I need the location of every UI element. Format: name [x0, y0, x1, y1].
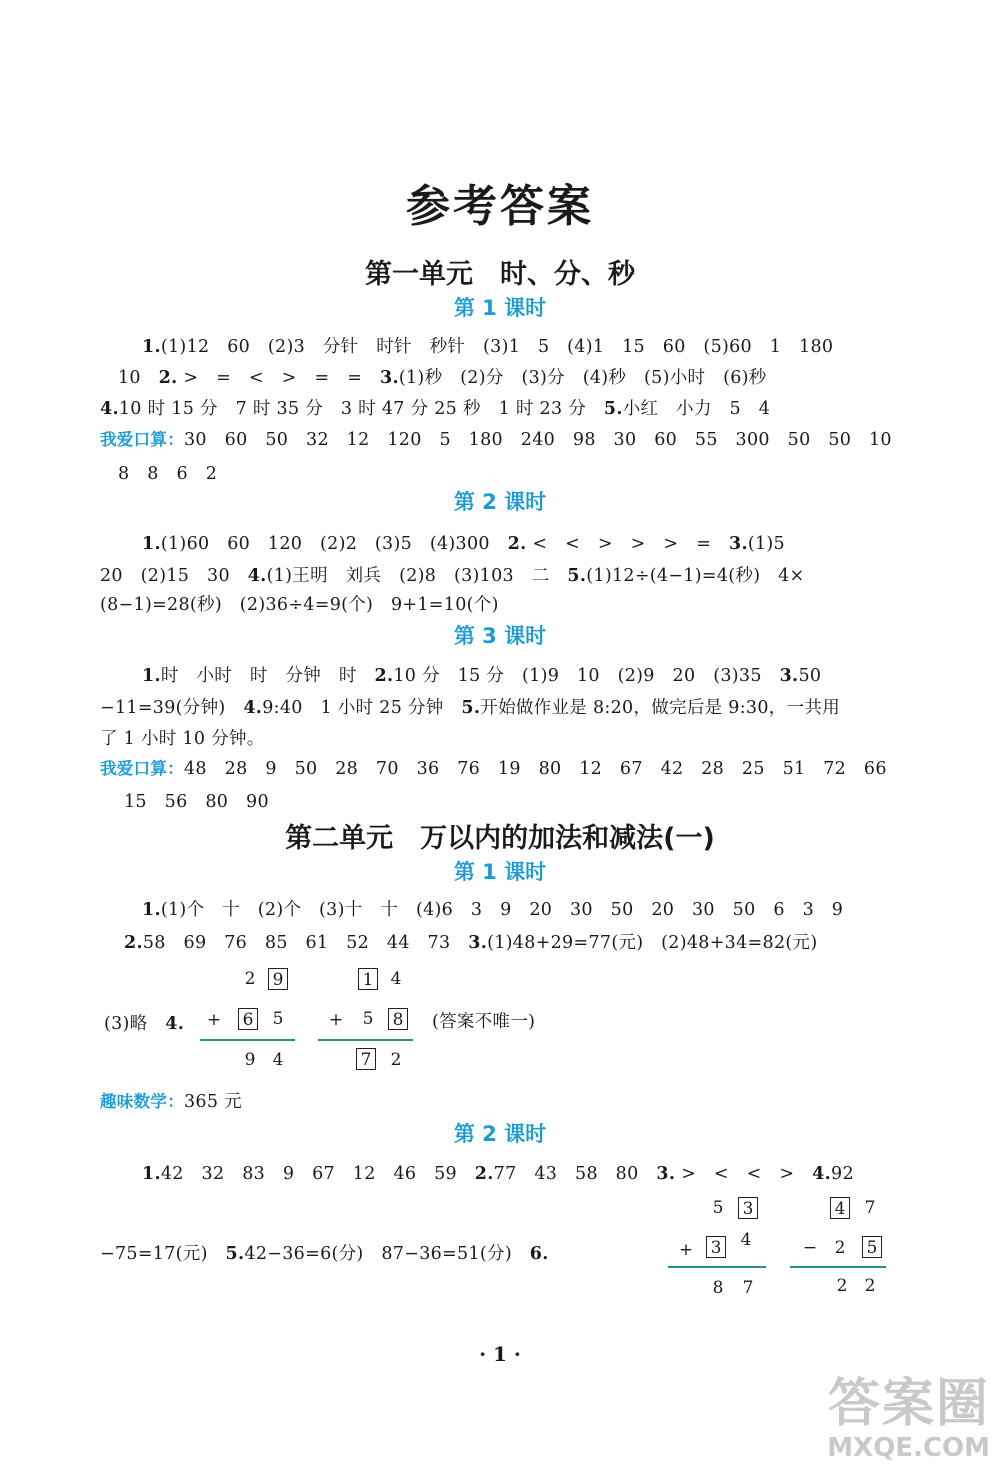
answer-text: (3)略	[104, 1014, 166, 1034]
question-number: 4.	[247, 566, 267, 586]
calc-rule	[790, 1266, 886, 1268]
question-number: 1.	[142, 337, 161, 357]
calc-digit: 2	[390, 1050, 402, 1070]
question-number: 1.	[142, 900, 161, 920]
question-number: 3.	[779, 666, 799, 686]
calc-digit-boxed: 5	[862, 1236, 882, 1258]
answer-text: (1)王明 刘兵 (2)8 (3)103 二	[266, 566, 568, 586]
lesson-title: 第 1 课时	[453, 296, 547, 320]
question-number: 2.	[374, 666, 394, 686]
question-number: 5.	[461, 698, 481, 718]
question-number: 2.	[474, 1164, 494, 1184]
watermark	[730, 1375, 990, 1465]
lesson-title: 第 1 课时	[453, 860, 547, 884]
calc-digit-boxed: 7	[356, 1048, 376, 1070]
question-number: 4.	[812, 1164, 832, 1184]
calc-digit: 2	[864, 1276, 876, 1296]
watermark-logo: 答案圈	[827, 1374, 990, 1434]
calc-digit: 7	[742, 1278, 754, 1298]
answer-note	[432, 1008, 535, 1033]
question-number: 5.	[603, 399, 623, 419]
answer-text: (8−1)=28(秒) (2)36÷4=9(个) 9+1=10(个)	[100, 595, 499, 615]
calc-digit-boxed: 3	[738, 1197, 758, 1219]
question-number: 1.	[142, 666, 161, 686]
mental-math-label: 我爱口算：	[100, 430, 184, 449]
answer-line	[100, 591, 499, 616]
mental-math-line	[100, 755, 887, 780]
answer-text: 9:40 1 小时 25 分钟	[262, 698, 462, 718]
calc-digit-boxed: 6	[238, 1008, 258, 1030]
answer-line	[124, 929, 817, 954]
calc-operator: +	[678, 1240, 694, 1260]
unit-title: 第一单元 时、分、秒	[365, 259, 635, 290]
answer-text: 8 8 6 2	[118, 464, 218, 484]
answer-text: (1)12 60 (2)3 分针 时针 秒针 (3)1 5 (4)1 15 60 (5)60 1 180	[160, 337, 834, 357]
fun-math-label: 趣味数学：	[100, 1092, 184, 1111]
answer-line	[100, 694, 840, 719]
calc-digit: 5	[712, 1198, 724, 1218]
answer-text: (1)12÷(4−1)=4(秒) 4×	[586, 566, 805, 586]
answer-text: 42−36=6(分) 87−36=51(分)	[244, 1244, 530, 1264]
answer-text: 开始做作业是 8:20，做完后是 9:30，一共用	[480, 698, 841, 718]
calc-operator: −	[802, 1238, 818, 1258]
lesson-title: 第 2 课时	[453, 1122, 547, 1146]
calc-digit: 4	[740, 1230, 752, 1250]
answer-text: 20 (2)15 30	[100, 566, 248, 586]
question-number: 3.	[468, 933, 488, 953]
answer-text: (1)秒 (2)分 (3)分 (4)秒 (5)小时 (6)秒	[398, 368, 767, 388]
calc-digit-boxed: 4	[830, 1197, 850, 1219]
answer-line	[142, 530, 785, 555]
question-number: 5.	[567, 566, 587, 586]
answer-text: 10 分 15 分 (1)9 10 (2)9 20 (3)35	[393, 666, 780, 686]
unit-title: 第二单元 万以内的加法和减法(一)	[285, 823, 715, 854]
question-number: 3.	[656, 1164, 676, 1184]
answer-line	[104, 1010, 184, 1035]
answer-text: > < < >	[675, 1164, 813, 1184]
answer-text: 42 32 83 9 67 12 46 59	[160, 1164, 475, 1184]
calc-rule	[318, 1039, 413, 1041]
answer-text: 30 60 50 32 12 120 5 180 240 98 30 60 55 300 50 50 10	[184, 430, 892, 450]
calc-digit: 4	[390, 969, 402, 989]
calc-digit: 4	[272, 1050, 284, 1070]
answer-text: 10	[118, 368, 159, 388]
watermark-url: MXQE.COM	[827, 1433, 990, 1463]
calc-digit: 8	[712, 1278, 724, 1298]
question-number: 3.	[728, 534, 748, 554]
calc-digit-boxed: 8	[388, 1008, 408, 1030]
calc-digit: 9	[244, 1050, 256, 1070]
answer-text: 50	[798, 666, 822, 686]
answer-text: 365 元	[184, 1092, 242, 1112]
question-number: 4.	[165, 1014, 185, 1034]
calc-digit: 2	[836, 1276, 848, 1296]
answer-text: (答案不唯一)	[432, 1012, 536, 1032]
calc-digit-boxed: 3	[706, 1236, 726, 1258]
fun-math-line	[100, 1088, 242, 1113]
answer-line	[142, 662, 821, 687]
answer-line	[142, 896, 843, 921]
answer-text: (1)60 60 120 (2)2 (3)5 (4)300	[160, 534, 508, 554]
answer-text: (1)5	[747, 534, 785, 554]
calc-digit: 2	[834, 1238, 846, 1258]
answer-text: −75=17(元)	[100, 1244, 226, 1264]
answer-line	[142, 1160, 854, 1185]
calc-rule	[200, 1039, 295, 1041]
answer-line	[100, 395, 770, 420]
question-number: 2.	[124, 933, 143, 953]
answer-line	[100, 725, 265, 750]
question-number: 1.	[142, 534, 161, 554]
question-number: 4.	[243, 698, 263, 718]
calc-operator: +	[206, 1010, 222, 1030]
lesson-title: 第 3 课时	[453, 624, 547, 648]
answer-line	[118, 364, 767, 389]
question-number: 2.	[158, 368, 178, 388]
answer-text: 77 43 58 80	[493, 1164, 657, 1184]
lesson-title: 第 2 课时	[453, 490, 547, 514]
answer-line	[100, 562, 805, 587]
mental-math-label: 我爱口算：	[100, 759, 184, 778]
calc-operator: +	[328, 1010, 344, 1030]
question-number: 2.	[507, 534, 527, 554]
question-number: 3.	[380, 368, 399, 388]
mental-math-line	[118, 460, 217, 485]
answer-text: −11=39(分钟)	[100, 698, 244, 718]
answer-text: > = < > = =	[177, 368, 380, 388]
answer-text: 15 56 80 90	[124, 792, 269, 812]
page-title: 参考答案	[406, 181, 594, 232]
answer-text: 58 69 76 85 61 52 44 73	[142, 933, 469, 953]
calc-digit: 5	[272, 1009, 284, 1029]
mental-math-line	[100, 426, 892, 451]
answer-text: (1)48+29=77(元) (2)48+34=82(元)	[487, 933, 818, 953]
answer-text: 时 小时 时 分钟 时	[160, 666, 375, 686]
question-number: 4.	[100, 399, 119, 419]
answer-text: 48 28 9 50 28 70 36 76 19 80 12 67 42 28 25 51 72 66	[184, 759, 887, 779]
answer-line	[142, 333, 833, 358]
calc-rule	[668, 1266, 766, 1268]
page-number: · 1 ·	[479, 1342, 521, 1366]
answer-text: < < > > > =	[526, 534, 729, 554]
answer-text: (1)个 十 (2)个 (3)十 十 (4)6 3 9 20 30 50 20 30 50 6 3 9	[160, 900, 844, 920]
answer-text: 92	[831, 1164, 854, 1184]
mental-math-line	[124, 788, 269, 813]
answer-text: 小红 小力 5 4	[622, 399, 771, 419]
answer-text: 了 1 小时 10 分钟。	[100, 729, 265, 749]
question-number: 1.	[142, 1164, 161, 1184]
question-number: 6.	[529, 1244, 549, 1264]
calc-digit: 2	[244, 969, 256, 989]
answer-text: 10 时 15 分 7 时 35 分 3 时 47 分 25 秒 1 时 23 分	[118, 399, 604, 419]
calc-digit: 7	[864, 1198, 876, 1218]
calc-digit-boxed: 9	[268, 968, 288, 990]
question-number: 5.	[225, 1244, 245, 1264]
calc-digit-boxed: 1	[358, 968, 378, 990]
calc-digit: 5	[362, 1009, 374, 1029]
answer-line	[100, 1240, 549, 1265]
